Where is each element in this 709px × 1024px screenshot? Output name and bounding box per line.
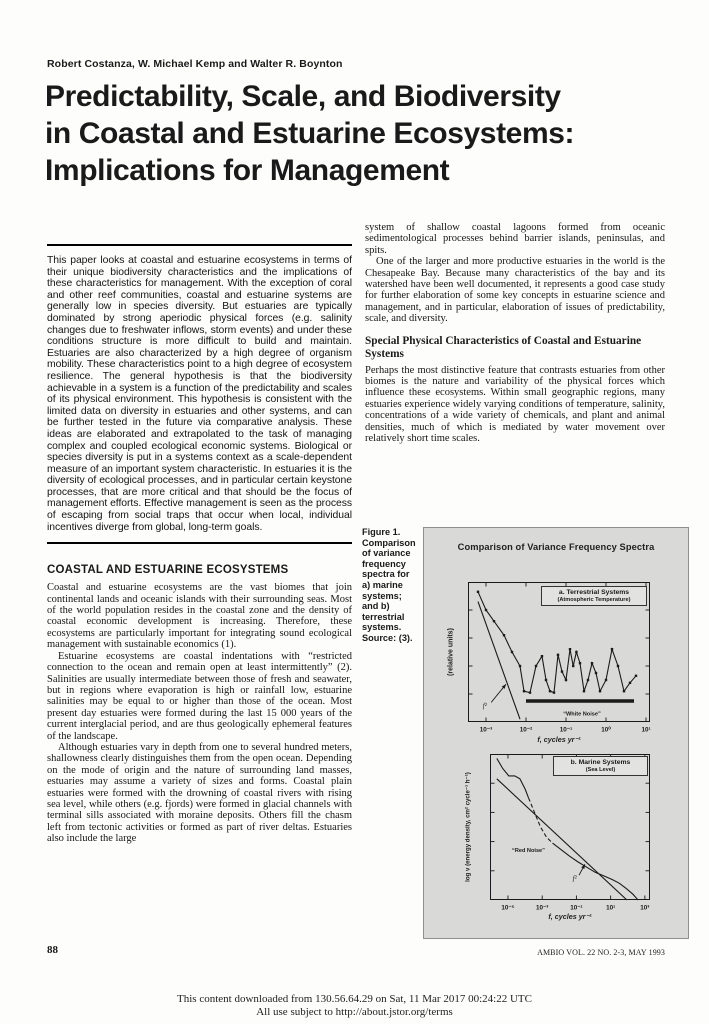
chart-a-x-axis-label: f, cycles yr⁻¹ xyxy=(537,735,581,744)
chart-b-x-axis-label: f, cycles yr⁻¹ xyxy=(548,912,592,921)
chart-b-marine-spectrum xyxy=(490,754,650,913)
svg-text:f²: f² xyxy=(572,874,577,883)
right-column-body xyxy=(365,222,665,445)
left-column-body xyxy=(47,582,352,844)
jstor-notice xyxy=(0,993,709,1019)
svg-text:10⁻⁵: 10⁻⁵ xyxy=(501,904,515,912)
chart-a-legend xyxy=(541,586,647,606)
paragraph: Estuarine ecosystems are coastal indentations with “restricted connection to the ocean and remain open at least intermittently” (2). Salinities are usually intermediate between those of fresh and seawater, but in regions where evaporation is high or rainfall low, estuarine salinities may be equal to or higher than those of the ocean. Most present day estuaries were formed during the last 15 000 years of the current interglacial period, and are thus geologically ephemeral features of the landscape. xyxy=(47,650,352,742)
svg-text:10³: 10³ xyxy=(640,904,650,912)
svg-text:10⁻¹: 10⁻¹ xyxy=(570,904,583,912)
figure-1 xyxy=(362,527,689,939)
svg-text:“Red Noise”: “Red Noise” xyxy=(512,847,545,854)
svg-text:10⁻²: 10⁻² xyxy=(519,726,533,734)
paragraph: Perhaps the most distinctive feature that contrasts estuaries from other biomes is the nature and variability of the physical forces which influence these ecosystems. Within small geographic regions, many estuaries experience widely varying conditions of temperature, salinity, concentrations of a wide variety of chemicals, and plant and animal densities, much of which is mediated by water movement over relatively short time scales. xyxy=(365,364,665,445)
journal-reference: AMBIO VOL. 22 NO. 2-3, MAY 1993 xyxy=(537,948,665,957)
svg-text:10⁰: 10⁰ xyxy=(601,726,611,734)
article-title xyxy=(45,78,690,189)
chart-a-legend-title: a. Terrestrial Systems xyxy=(558,589,630,596)
figure-panel-title: Comparison of Variance Frequency Spectra xyxy=(457,542,655,552)
abstract-top-rule xyxy=(47,244,352,246)
jstor-terms-line: All use subject to http://about.jstor.org/terms xyxy=(256,1006,453,1018)
chart-a-y-axis-label: (relative units) xyxy=(447,628,455,676)
svg-text:“White Noise”: “White Noise” xyxy=(563,711,601,718)
page-number: 88 xyxy=(47,944,58,956)
paragraph: Although estuaries vary in depth from one to several hundred meters, shallowness clearly distinguishes them from the open ocean. Depending on the mode of origin and the nature of surrounding land masses, estuaries may assume a variety of sizes and forms. Coastal plain estuaries were formed with the drowning of coastal rivers with rising sea level, while others (e.g. fjords) were formed in glacial channels with terminal sills associated with moraine deposits. Others fill the chasm left from tectonic activities or formed as part of river deltas. Estuaries also include the large xyxy=(47,741,352,845)
svg-text:10⁻³: 10⁻³ xyxy=(535,904,549,912)
chart-b-legend-title: b. Marine Systems xyxy=(570,759,631,766)
svg-text:10¹: 10¹ xyxy=(641,726,651,734)
subheading-special-physical: Special Physical Characteristics of Coastal and Estuarine Systems xyxy=(365,334,642,360)
chart-b-legend-subtitle: (Sea Level) xyxy=(585,767,616,773)
left-column xyxy=(47,222,352,845)
svg-text:10⁻³: 10⁻³ xyxy=(479,726,493,734)
title-line-1: Predictability, Scale, and Biodiversity xyxy=(45,80,561,113)
chart-a-legend-subtitle: (Atmospheric Temperature) xyxy=(557,597,631,603)
paragraph: One of the larger and more productive estuaries in the world is the Chesapeake Bay. Because many characteristics of the bay and its watershed have been well documented, it represents a good case study for further elaboration of some key concepts in estuarine science and management, and in particular, elaboration of issues of predictability, scale, and diversity. xyxy=(365,256,665,325)
chart-b-legend xyxy=(553,756,648,776)
paragraph: system of shallow coastal lagoons formed from oceanic sedimentological processes behind barrier islands, peninsulas, and spits. xyxy=(365,222,665,256)
authors-line: Robert Costanza, W. Michael Kemp and Walter R. Boynton xyxy=(47,58,343,70)
title-line-2: in Coastal and Estuarine Ecosystems: xyxy=(45,117,575,150)
section-heading-coastal-estuarine: COASTAL AND ESTUARINE ECOSYSTEMS xyxy=(47,564,289,577)
paragraph: Coastal and estuarine ecosystems are the vast biomes that join continental lands and oceanic islands with their surrounding seas. Most of the world population resides in the coastal zone and the density of coastal economic development is increasing. Therefore, these ecosystems are particularly important for integrating sound ecological management with sustainable economics (1). xyxy=(47,582,352,651)
chart-b-y-axis-label: log ν (energy density, cm² cycle⁻¹ h⁻¹) xyxy=(464,772,472,882)
svg-text:10⁻¹: 10⁻¹ xyxy=(559,726,573,734)
title-line-3: Implications for Management xyxy=(45,154,450,187)
jstor-download-line: This content downloaded from 130.56.64.29 on Sat, 11 Mar 2017 00:24:22 UTC xyxy=(177,993,532,1005)
svg-text:10¹: 10¹ xyxy=(606,904,616,912)
figure-panel xyxy=(423,527,689,939)
figure-caption: Figure 1. Comparison of variance frequency spectra for a) marine systems; and b) terrestrial systems. Source: (3). xyxy=(362,527,416,643)
abstract-text: This paper looks at coastal and estuarine ecosystems in terms of their unique biodiversity characteristics and the implications of these characteristics for management. With the exception of coral and other reef communities, coastal and estuarine systems are generally low in species diversity. But estuaries are typically dominated by strong aperiodic physical forces (e.g. salinity changes due to freshwater inflows, storm events) and under these conditions structure is more difficult to build and maintain. Estuaries are also characterized by a high degree of organism mobility. These characteristics point to a high degree of ecosystem resilience. The general hypothesis is that the biodiversity achievable in a system is a function of the predictability and scales of its physical environment. This hypothesis is consistent with the limited data on diversity in estuaries and other systems, and can be further tested in the future via comparative analysis. These ideas are elaborated and extrapolated to the task of managing complex and coupled ecological economic systems. Biological or species diversity is put in a systems context as a scale-dependent measure of an important system characteristic. In estuaries it is the diversity of ecological processes, and in particular certain keystone processes, that are more critical and that should be the focus of management efforts. Effective management is seen as the process of escaping from social traps that occur when local, individual incentives diverge from global, long-term goals. xyxy=(47,255,352,533)
svg-text:f²: f² xyxy=(482,702,487,710)
abstract-bottom-rule xyxy=(47,542,352,544)
